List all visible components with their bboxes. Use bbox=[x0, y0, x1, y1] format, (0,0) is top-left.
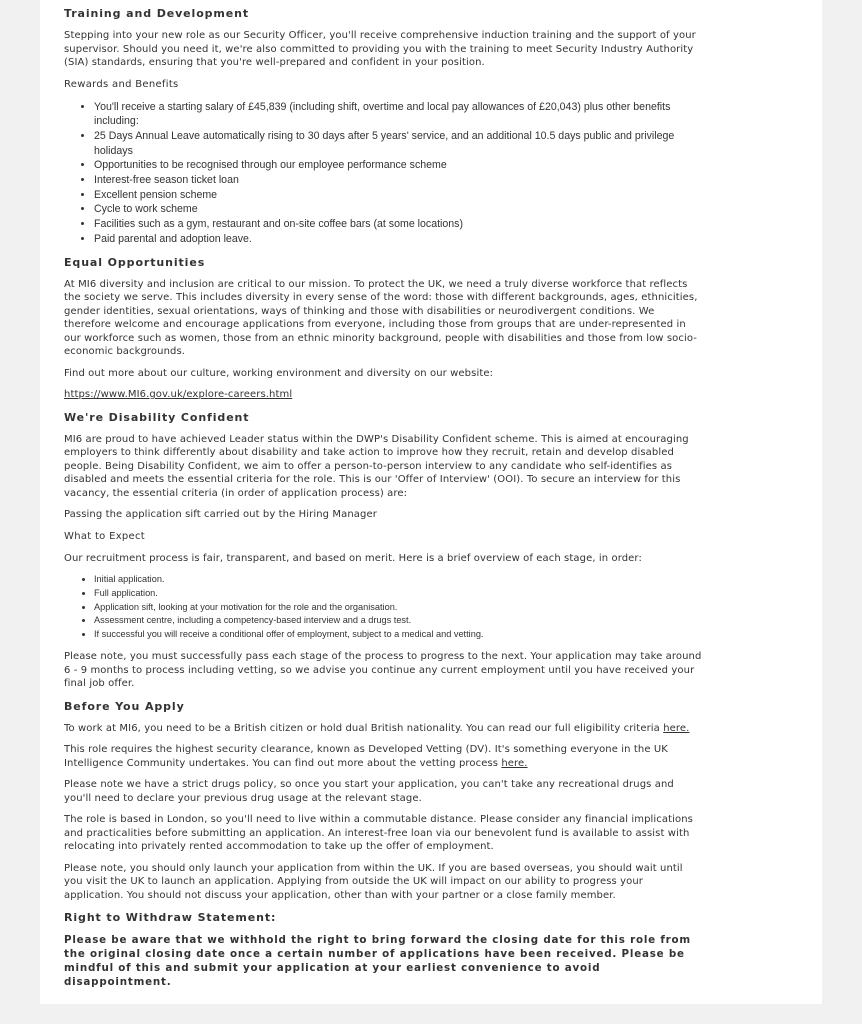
rewards-list bbox=[64, 100, 704, 247]
vetting-text bbox=[64, 743, 704, 770]
list-item: • Application sift, looking at your motivation for the role and the organisation. bbox=[94, 601, 704, 615]
list-item: • Opportunities to be recognised through our employee performance scheme bbox=[94, 158, 704, 173]
training-heading: Training and Development bbox=[64, 7, 250, 20]
list-item: • Paid parental and adoption leave. bbox=[94, 232, 704, 247]
list-item: • Assessment centre, including a competency-based interview and a drugs test. bbox=[94, 614, 704, 628]
list-item: • Full application. bbox=[94, 587, 704, 601]
culture-find-out-text: Find out more about our culture, working environment and diversity on our website: bbox=[64, 367, 494, 379]
equal-opportunities-heading: Equal Opportunities bbox=[64, 255, 206, 269]
disability-confident-text: MI6 are proud to have achieved Leader status within the DWP's Disability Confident scheme. This is aimed at encouraging employers to think differently about disability and take action to improve how they recruit, retain and develop disabled people. Being Disability Confident, we aim to offer a person-to-person interview to any candidate who self-identifies as disabled and meets the essential criteria for the role. This is our 'Offer of Interview' (OOI). To secure an interview for this vacancy, the essential criteria (in order of application process) are: bbox=[64, 433, 689, 499]
job-description-content bbox=[64, 6, 704, 997]
withdraw-statement: Please be aware that we withhold the right to bring forward the closing date for this role from the original closing date once a certain number of applications have been received. Please be mindful of this and submit your application at your earliest convenience to avoid disappointment. bbox=[64, 934, 691, 989]
list-item: • Facilities such as a gym, restaurant and on-site coffee bars (at some locations) bbox=[94, 217, 704, 232]
equal-opportunities-text: At MI6 diversity and inclusion are critical to our mission. To protect the UK, we need a truly diverse workforce that reflects the society we serve. This includes diversity in every sense of the word: those with different backgrounds, ages, ethnicities, gender identities, sexual orientations, ways of thinking and those with disabilities or neurodivergent conditions. We therefore welcome and encourage applications from everyone, including those from groups that are under-represented in our workforce such as women, those from an ethnic minority background, people with disabilities and those from low socio-economic backgrounds. bbox=[64, 278, 698, 358]
withdraw-heading: Right to Withdraw Statement: bbox=[64, 911, 277, 925]
list-item: • If successful you will receive a conditional offer of employment, subject to a medical and vetting. bbox=[94, 628, 704, 642]
list-item: • Interest-free season ticket loan bbox=[94, 173, 704, 188]
overseas-text: Please note, you should only launch your application from within the UK. If you are based overseas, you should wait until you visit the UK to launch an application. Applying from outside the UK will impact on our ability to progress your application. You should not discuss your application, other than with your partner or a close family member. bbox=[64, 862, 683, 901]
careers-website-link[interactable]: https://www.MI6.gov.uk/explore-careers.html bbox=[64, 389, 293, 401]
vetting-text-body: This role requires the highest security clearance, known as Developed Vetting (DV). It's something everyone in the UK Intelligence Community undertakes. You can find out more about the vetting process bbox=[64, 744, 668, 769]
list-item: • Excellent pension scheme bbox=[94, 188, 704, 203]
job-description-page bbox=[40, 0, 822, 1004]
disability-confident-heading: We're Disability Confident bbox=[64, 410, 250, 424]
nationality-text-body: To work at MI6, you need to be a British citizen or hold dual British nationality. You can read our full eligibility criteria bbox=[64, 722, 660, 734]
process-duration-note: Please note, you must successfully pass each stage of the process to progress to the next. Your application may take around 6 - 9 months to process including vetting, so we advise you continue any current employment until you have received your final job offer. bbox=[64, 651, 702, 690]
nationality-text bbox=[64, 722, 704, 736]
vetting-link[interactable]: here. bbox=[501, 757, 528, 769]
rewards-heading: Rewards and Benefits bbox=[64, 78, 179, 90]
list-item: • You'll receive a starting salary of £45,839 (including shift, overtime and local pay allowances of £20,043) plus other benefits including: bbox=[94, 100, 704, 129]
drugs-policy-text: Please note we have a strict drugs policy, so once you start your application, you can't take any recreational drugs and you'll need to declare your previous drug usage at the relevant stage. bbox=[64, 779, 674, 804]
what-to-expect-heading: What to Expect bbox=[64, 530, 146, 542]
what-to-expect-intro: Our recruitment process is fair, transparent, and based on merit. Here is a brief overview of each stage, in order: bbox=[64, 552, 642, 564]
training-text: Stepping into your new role as our Security Officer, you'll receive comprehensive induction training and the support of your supervisor. Should you need it, we're also committed to providing you with the training to meet Security Industry Authority (SIA) standards, ensuring that you're well-prepared and confident in your position. bbox=[64, 30, 696, 68]
before-you-apply-heading: Before You Apply bbox=[64, 699, 185, 713]
eligibility-link[interactable]: here. bbox=[663, 722, 690, 734]
location-text: The role is based in London, so you'll need to live within a commutable distance. Please consider any financial implications and practicalities before submitting an application. An interest-free loan via our benevolent fund is available to assist with relocating into privately rented accommodation to take up the offer of employment. bbox=[64, 814, 693, 853]
list-item: • Initial application. bbox=[94, 573, 704, 587]
recruitment-stages-list bbox=[64, 573, 704, 642]
list-item: • Cycle to work scheme bbox=[94, 202, 704, 217]
list-item: • 25 Days Annual Leave automatically rising to 30 days after 5 years' service, and an additional 10.5 days public and privilege holidays bbox=[94, 129, 704, 158]
essential-criteria-text: Passing the application sift carried out by the Hiring Manager bbox=[64, 509, 377, 521]
